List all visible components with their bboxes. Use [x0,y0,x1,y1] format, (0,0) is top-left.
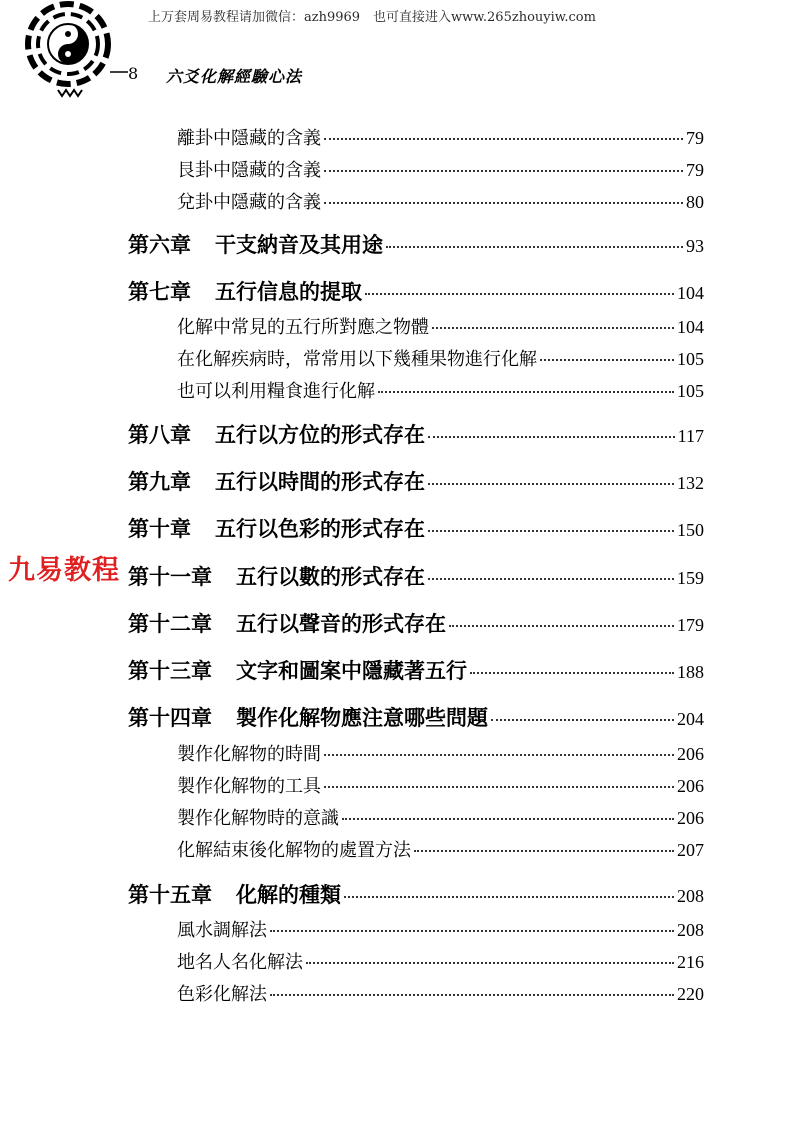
dot-leader [344,896,674,898]
dot-leader [378,391,674,393]
dot-leader [342,818,674,820]
toc-entry-title: 風水調解法 [177,920,267,941]
toc-chapter-14 [128,702,704,732]
dot-leader [306,962,674,964]
toc-entry [177,188,704,214]
toc-entry-title: 艮卦中隱藏的含義 [177,160,321,181]
chapter-page: 104 [677,283,704,303]
chapter-title: 五行以色彩的形式存在 [215,516,425,541]
page-number: 8 [128,64,139,83]
chapter-page: 93 [686,236,704,256]
chapter-page: 159 [677,568,704,588]
dot-leader [428,530,674,532]
dot-leader [428,436,675,438]
chapter-number: 第十一章 [128,564,212,589]
toc-entry-page: 105 [677,349,704,369]
dot-leader [365,293,674,295]
toc-entry [177,916,704,942]
toc-entry-title: 色彩化解法 [177,984,267,1005]
toc-entry-page: 206 [677,808,704,828]
dot-leader [540,359,674,361]
chapter-number: 第十四章 [128,705,212,730]
chapter-title: 五行以數的形式存在 [236,564,425,589]
toc-chapter-8 [128,419,704,449]
toc-entry [177,124,704,150]
chapter-title: 五行以時間的形式存在 [215,469,425,494]
toc-entry-title: 地名人名化解法 [177,952,303,973]
toc-entry-title: 化解中常見的五行所對應之物體 [177,317,429,338]
toc-entry-title: 製作化解物的工具 [177,776,321,797]
watermark-top-text: 上万套周易教程请加微信：azh9969 也可直接进入www.265zhouyiw.com [148,10,596,25]
dot-leader [432,327,674,329]
chapter-page: 150 [677,520,704,540]
dot-leader [270,994,674,996]
chapter-number: 第十三章 [128,658,212,683]
bagua-yinyang-icon [10,0,128,100]
toc-entry-page: 206 [677,744,704,764]
dot-leader [324,754,674,756]
watermark-side-text: 九易教程 [8,555,120,586]
dot-leader [470,672,674,674]
chapter-number: 第十二章 [128,611,212,636]
toc-entry [177,772,704,798]
dot-leader [386,246,683,248]
chapter-title: 干支納音及其用途 [215,232,383,257]
chapter-number: 第七章 [128,279,191,304]
toc-entry-page: 104 [677,317,704,337]
toc-chapter-6 [128,229,704,259]
toc-entry [177,804,704,830]
chapter-title: 文字和圖案中隱藏著五行 [236,658,467,683]
dot-leader [324,170,683,172]
chapter-number: 第十五章 [128,882,212,907]
toc-entry-page: 79 [686,128,704,148]
toc-entry [177,948,704,974]
toc-entry-title: 化解結束後化解物的處置方法 [177,840,411,861]
chapter-number: 第九章 [128,469,191,494]
toc-entry [177,156,704,182]
chapter-number: 第八章 [128,422,191,447]
dot-leader [414,850,674,852]
toc-entry-page: 220 [677,984,704,1004]
chapter-page: 208 [677,886,704,906]
chapter-page: 188 [677,662,704,682]
chapter-title: 五行以聲音的形式存在 [236,611,446,636]
toc-chapter-10 [128,513,704,543]
chapter-number: 第十章 [128,516,191,541]
toc-entry-page: 80 [686,192,704,212]
toc-entry-title: 製作化解物時的意識 [177,808,339,829]
dot-leader [270,930,674,932]
toc-entry-page: 206 [677,776,704,796]
chapter-page: 117 [677,426,704,446]
toc-entry [177,836,704,862]
toc-entry-title: 離卦中隱藏的含義 [177,128,321,149]
dot-leader [491,719,674,721]
chapter-title: 五行信息的提取 [215,279,362,304]
toc-entry [177,313,704,339]
dot-leader [428,578,674,580]
toc-entry-page: 208 [677,920,704,940]
toc-chapter-15 [128,879,704,909]
toc-chapter-7 [128,276,704,306]
toc-entry-title: 製作化解物的時間 [177,744,321,765]
toc-chapter-12 [128,608,704,638]
toc-entry-page: 105 [677,381,704,401]
book-title: 六爻化解經驗心法 [166,67,303,86]
chapter-title: 化解的種類 [236,882,341,907]
chapter-number: 第六章 [128,232,191,257]
toc-entry [177,740,704,766]
toc-chapter-9 [128,466,704,496]
toc-entry-title: 也可以利用糧食進行化解 [177,381,375,402]
chapter-page: 132 [677,473,704,493]
chapter-page: 179 [677,615,704,635]
dot-leader [324,202,683,204]
toc-entry-title: 兌卦中隱藏的含義 [177,192,321,213]
toc-entry-page: 207 [677,840,704,860]
toc-entry-page: 216 [677,952,704,972]
toc-entry-page: 79 [686,160,704,180]
chapter-title: 五行以方位的形式存在 [215,422,425,447]
toc-entry [177,980,704,1006]
toc-entry-title: 在化解疾病時，常常用以下幾種果物進行化解 [177,349,537,370]
toc-entry [177,345,704,371]
dot-leader [449,625,674,627]
dot-leader [428,483,674,485]
toc-entry [177,377,704,403]
toc-chapter-13 [128,655,704,685]
dot-leader [324,138,683,140]
toc-chapter-11 [128,561,704,591]
dot-leader [324,786,674,788]
chapter-page: 204 [677,709,704,729]
chapter-title: 製作化解物應注意哪些問題 [236,705,488,730]
